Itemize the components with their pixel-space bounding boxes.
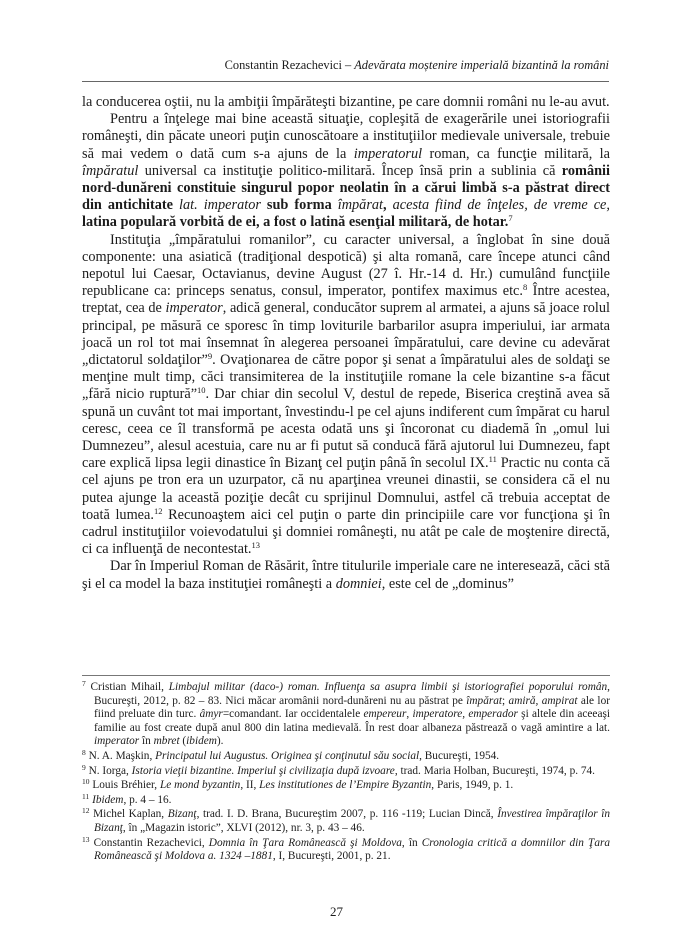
fn7-italic-b: Limbajul militar (daco-) roman. Influenţa sa asupra limbii şi istoriografiei poporului român	[168, 681, 608, 693]
fn7-italic-f: amiră, ampirat	[508, 694, 578, 707]
footnote-number: 13	[82, 834, 90, 844]
footnote-ref-9[interactable]: 9	[207, 351, 213, 362]
fn7-italic-d: împărat	[466, 694, 503, 707]
p2-italic-4: împărat	[331, 197, 384, 214]
fn13-text-a: Constantin Rezachevici,	[93, 836, 209, 849]
fn12-italic-b: Bizanţ	[167, 808, 197, 821]
fn7-text-e: ;	[502, 694, 509, 707]
fn7-italic-n: imperator	[94, 735, 140, 748]
p3-text-1: Instituţia „împăratului romanilor”, cu caracter universal, a înglobat în sine două componente: una asiatică (tradiţional despotică) şi alta romană, care începe atunci când nepotul lui Caesar, Octavianus, devine August (27 î. Hr.-14 d. Hr.) cumulând funcţiile republicane ca: princeps senatus, consul, imperator, pontifex maximus etc.	[82, 231, 610, 300]
footnote-8	[82, 747, 610, 764]
p2-bold-2: sub forma	[266, 197, 332, 214]
footnotes	[82, 681, 610, 865]
p4-text-1: Dar în Imperiul Roman de Răsărit, între titulurile imperiale care ne interesează, căci stă şi el ca model la baza instituţiei româneşti a	[82, 558, 610, 592]
fn9-text-a: N. Iorga,	[88, 764, 132, 777]
footnote-divider	[82, 675, 610, 676]
fn8-italic-b: Principatul lui Augustus. Originea şi conţinutul său social	[155, 749, 420, 762]
p2-text-2: roman, ca funcţie militară, la	[422, 145, 610, 162]
p2-text-1: Pentru a înţelege mai bine această situaţie, copleşită de exagerările unei istoriografii româneşti, din păcate uneori puţin cunoscătoare a instituţiilor medievale universale, trebuie să mai vedem o dată cum s-a ajuns de la	[82, 111, 610, 162]
fn7-italic-h: âmyr	[199, 708, 223, 721]
p2-italic-2: împăratul	[82, 162, 139, 179]
paragraph-4	[82, 558, 610, 592]
footnote-ref-7[interactable]: 7	[508, 213, 513, 224]
p4-italic-1: domniei	[335, 575, 382, 592]
footnote-number: 9	[82, 762, 86, 772]
p1-text: la conducerea oştii, nu la ambiţii împărăteşti bizantine, pe care domnii români nu le-au avut.	[82, 94, 610, 110]
fn8-text-c: , Bucureşti, 1954.	[419, 749, 500, 762]
fn9-italic-b: Istoria vieţii bizantine. Imperiul şi civilizaţia după izvoare	[131, 764, 395, 777]
p3-text-6: Practic nu conta că cel ajuns pe tron era un uzurpator, că nu aparţinea vreunei dinastii, se considera că el nu putea ajunge la această poziţie decât cu sprijinul Domnului, astfel că trebuia acceptat de toată lumea.	[82, 455, 610, 523]
p2-italic-5: acesta fiind de înţeles, de vreme ce,	[392, 197, 610, 214]
footnote-number: 11	[82, 791, 90, 801]
fn7-text-m: şi altele din aceeaşi familie au fost create după anul 800 din latina medievală. În rest doar albaneza păstrează o vagă amintire a lat.	[94, 708, 610, 734]
footnote-9	[82, 762, 610, 779]
footnote-ref-12[interactable]: 12	[153, 505, 163, 516]
fn13-text-e: , I, Bucureşti, 2001, p. 21.	[272, 850, 391, 863]
paragraph-1	[82, 94, 610, 111]
paragraph-2	[82, 111, 610, 231]
fn7-italic-r: ibidem	[186, 735, 217, 748]
fn12-text-c: , trad. I. D. Brana, Bucureştim 2007, p. 116 -119; Lucian Dincă,	[196, 808, 498, 821]
fn7-text-a: Cristian Mihail,	[90, 681, 169, 693]
footnote-number: 8	[82, 747, 86, 757]
fn7-italic-p: mbret	[153, 735, 180, 748]
footnote-ref-10[interactable]: 10	[197, 385, 206, 396]
p4-text-2: , este cel de „dominus”	[381, 575, 514, 592]
fn11-italic-a: Ibidem	[92, 793, 124, 806]
fn7-text-i: =comandant. Iar occidentalele	[222, 708, 364, 721]
fn10-italic-d: Les institutiones de l’Empire Byzantin	[259, 779, 432, 792]
header-title: Adevărata moștenire imperială bizantină la români	[354, 58, 609, 72]
fn8-text-a: N. A. Maşkin,	[88, 749, 156, 762]
footnote-number: 7	[82, 679, 86, 688]
p2-bold-1: românii nord-dunăreni constituie singurul popor neolatin în a cărui limbă s-a păstrat direct din antichitate	[82, 162, 610, 214]
fn13-italic-b: Domnia în Ţara Românească şi Moldova	[208, 836, 402, 849]
fn7-italic-l: imperatore, emperador	[412, 708, 518, 721]
p3-italic-1: imperator	[165, 300, 223, 317]
footnote-number: 12	[82, 806, 90, 816]
p3-text-7: Recunoaştem aici cel puţin o parte din principiile care vor funcţiona şi în cadrul instituţiilor voievodatului şi domniei româneşti, nu atât pe cale de moştenire directă, ci ca influenţă de necontestat.	[82, 506, 610, 558]
footnote-7	[82, 681, 610, 749]
p2-text-3: universal ca instituţie politico-militară. Încep însă prin a sublinia că	[138, 162, 562, 179]
fn12-text-e: , în „Magazin istoric”, XLVI (2012), nr. 3, p. 43 – 46.	[122, 821, 365, 834]
fn7-text-s: ).	[216, 735, 224, 748]
fn7-text-q: (	[179, 735, 187, 748]
fn10-italic-b: Le mond byzantin	[159, 779, 241, 792]
header-author: Constantin Rezachevici	[224, 58, 342, 72]
body-text	[82, 94, 610, 593]
footnote-12	[82, 808, 610, 835]
running-header	[82, 58, 609, 82]
fn7-italic-j: empereur	[363, 708, 407, 721]
fn7-text-o: în	[139, 735, 154, 748]
footnote-10	[82, 779, 610, 793]
footnote-ref-11[interactable]: 11	[488, 454, 497, 465]
p3-text-2: Între acestea, treptat, cea de	[82, 283, 610, 317]
footnote-number: 10	[82, 777, 90, 787]
page-number: 27	[330, 904, 343, 919]
fn7-text-c: , Bucureşti, 2012, p. 82 – 83. Nici măcar aromânii nord-dunăreni nu au păstrat pe	[94, 681, 610, 707]
p2-bold-comma: ,	[383, 197, 393, 214]
footnote-11	[82, 791, 610, 808]
fn12-italic-d: Învestirea împăraţilor în Bizanţ	[94, 808, 611, 834]
fn9-text-c: , trad. Maria Holban, Bucureşti, 1974, p. 74.	[394, 764, 595, 777]
paragraph-3	[82, 232, 610, 559]
footnote-ref-8[interactable]: 8	[522, 282, 528, 293]
header-separator: –	[345, 58, 352, 72]
fn10-text-a: Louis Bréhier,	[92, 779, 160, 792]
fn10-text-c: , II,	[240, 779, 260, 792]
fn10-text-e: , Paris, 1949, p. 1.	[431, 779, 514, 792]
p2-italic-3: lat. imperator	[173, 197, 267, 214]
p2-italic-1: imperatorul	[353, 145, 423, 162]
fn13-italic-d: Cronologia critică a domniilor din Ţara Românească şi Moldova a. 1324 –1881	[94, 836, 611, 863]
p3-text-3: , adică general, conducător suprem al armatei, a ajuns să joace rolul principal, pe măsură ce sporesc în timp loviturile barbarilor asupra imperiului, iar armata joacă un rol tot mai însemnat în alegerea persoanei împăratului, care devine cu adevărat „dictatorul soldaţilor”	[82, 300, 610, 369]
p2-bold-3: latina populară vorbită de ei, a fost o latină esenţial militară, de hotar.	[82, 214, 509, 231]
p3-text-4: . Ovaţionarea de către popor şi senat a împăratului ales de soldaţi se menţine mult timp, căci transimiterea de la instituţiile romane la cele bizantine s-a făcut „fără nicio ruptură”	[82, 352, 610, 403]
fn12-text-a: Michel Kaplan,	[93, 808, 168, 821]
fn13-text-c: , în	[401, 836, 422, 849]
fn7-text-k: ,	[406, 708, 413, 721]
fn7-text-g: ale lor fiind preluate din turc.	[94, 694, 610, 721]
fn11-text-b: , p. 4 – 16.	[123, 793, 172, 806]
footnote-13	[82, 834, 611, 864]
footnote-ref-13[interactable]: 13	[251, 540, 260, 551]
p3-text-5: . Dar chiar din secolul V, destul de repede, Biserica creştină avea să spună un cuvânt tot mai important, învestindu-l pe cel ajuns indiferent cum împărat cu harul ceresc, ceea ce îl transformă pe acesta odată uns şi încoronat cu diademă în „omul lui Dumnezeu”, alesul acestuia, care nu ar fi putut să conducă fără ajutorul lui Dumnezeu, fapt care explică lipsa legii dinastice în Bizanţ cel puţin până în secolul IX.	[82, 386, 610, 472]
